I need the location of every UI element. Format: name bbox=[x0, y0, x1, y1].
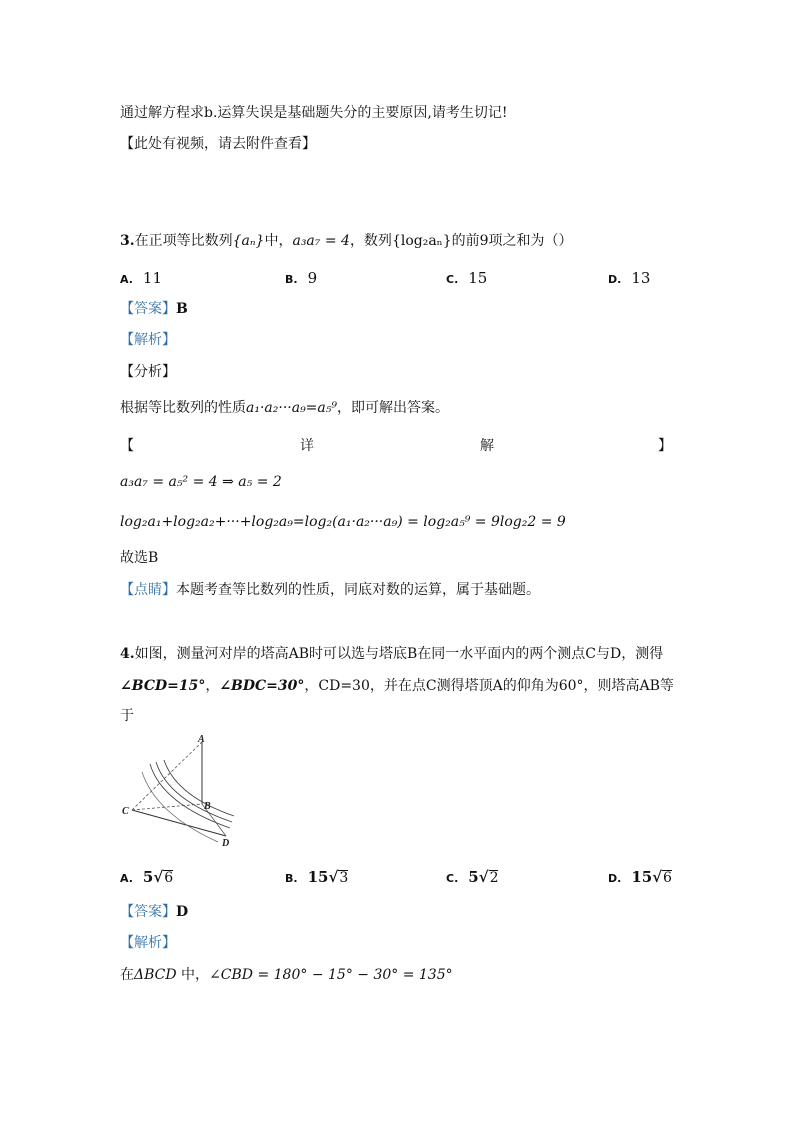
q3-fenxi-formula: a₁·a₂···a₉=a₅⁹ bbox=[246, 400, 337, 416]
q3-step1: a₃a₇ = a₅² = 4 ⇒ a₅ = 2 bbox=[120, 474, 282, 490]
label-b: B bbox=[204, 801, 211, 812]
q4-number: 4. bbox=[120, 646, 135, 662]
q3-stem-prefix: 在正项等比数列 bbox=[134, 233, 233, 249]
q4-option-a-coef: 5 bbox=[142, 868, 154, 886]
q3-option-d-value: 13 bbox=[631, 269, 651, 287]
q4-option-c-radicand: 2 bbox=[489, 870, 499, 886]
q4-option-a-radicand: 6 bbox=[164, 870, 174, 886]
q3-detail-close: 】 bbox=[658, 438, 672, 454]
q3-option-b bbox=[285, 268, 317, 290]
q3-analysis-tag: 【解析】 bbox=[120, 332, 176, 348]
q3-stem-mid2: ，数列 bbox=[349, 233, 392, 249]
q3-fenxi bbox=[120, 398, 449, 418]
q3-option-d-label: D. bbox=[608, 273, 622, 286]
q4-option-d-label: D. bbox=[608, 872, 622, 885]
q3-conclusion: 故选B bbox=[120, 550, 159, 566]
q4-option-b-label: B. bbox=[285, 872, 298, 885]
q3-option-a bbox=[120, 268, 162, 290]
q4-option-d: D. 15√6 bbox=[608, 868, 672, 886]
q4-option-c-label: C. bbox=[446, 872, 459, 885]
q3-fenxi-prefix: 根据等比数列的性质 bbox=[120, 400, 246, 416]
q4-answer-value: D bbox=[176, 904, 189, 920]
q3-answer-tag: 【答案】 bbox=[120, 301, 176, 317]
q3-detail-char2: 解 bbox=[480, 438, 494, 454]
q4-answer bbox=[120, 902, 188, 922]
q4-solution bbox=[120, 965, 453, 985]
q3-dianjing-tag: 【点睛】 bbox=[120, 582, 176, 598]
q3-answer-value: B bbox=[176, 301, 188, 317]
q3-fenxi-tag: 【分析】 bbox=[120, 364, 176, 380]
q3-seq: {aₙ} bbox=[232, 233, 265, 249]
label-a: A bbox=[198, 734, 205, 745]
q3-option-d bbox=[608, 268, 650, 290]
q4-option-d-coef: 15 bbox=[631, 868, 653, 886]
q3-option-b-label: B. bbox=[285, 273, 298, 286]
q3-dianjing-text: 本题考查等比数列的性质，同底对数的运算，属于基础题。 bbox=[176, 582, 540, 598]
q4-sol-mid: 中， bbox=[176, 967, 210, 983]
q3-log-seq: {log₂aₙ} bbox=[391, 233, 452, 249]
q3-answer bbox=[120, 299, 188, 319]
q3-stem-suffix: 的前9项之和为（） bbox=[451, 233, 573, 249]
q3-option-a-label: A. bbox=[120, 273, 133, 286]
q4-option-b-radicand: 3 bbox=[339, 870, 349, 886]
label-d: D bbox=[222, 838, 230, 849]
q4-stem-line2 bbox=[120, 676, 674, 696]
q3-stem-mid1: 中， bbox=[264, 233, 293, 249]
q3-step2: log₂a₁+log₂a₂+···+log₂a₉=log₂(a₁·a₂···a₉) = log₂a₅⁹ = 9log₂2 = 9 bbox=[120, 514, 566, 530]
q4-line1-text: 如图，测量河对岸的塔高AB时可以选与塔底B在同一水平面内的两个测点C与D，测得 bbox=[134, 646, 664, 662]
q3-option-c-value: 15 bbox=[468, 269, 488, 287]
q4-stem-line1 bbox=[120, 644, 663, 664]
q4-option-a-label: A. bbox=[120, 872, 133, 885]
q3-fenxi-suffix: ，即可解出答案。 bbox=[336, 400, 449, 416]
q4-option-d-radicand: 6 bbox=[663, 870, 672, 886]
q4-angle1: ∠BCD=15° bbox=[120, 678, 206, 694]
q3-stem bbox=[120, 231, 573, 251]
q4-sol-prefix: 在 bbox=[120, 967, 134, 983]
q4-angle2: ∠BDC=30° bbox=[219, 678, 305, 694]
q4-option-b: B. 15√3 bbox=[285, 868, 349, 886]
q4-sol-formula: ∠CBD = 180° − 15° − 30° = 135° bbox=[209, 967, 453, 983]
tower-figure bbox=[118, 734, 242, 850]
video-note: 【此处有视频，请去附件查看】 bbox=[120, 136, 316, 152]
q4-stem-line3: 于 bbox=[120, 708, 134, 724]
q3-option-b-value: 9 bbox=[307, 269, 318, 287]
q4-option-c-coef: 5 bbox=[468, 868, 479, 886]
q4-option-a: A. 5√6 bbox=[120, 868, 174, 886]
q3-option-c-label: C. bbox=[446, 273, 459, 286]
q3-cond: a₃a₇ = 4 bbox=[292, 233, 350, 249]
q4-sol-triangle: ΔBCD bbox=[134, 967, 177, 983]
q4-option-c: C. 5√2 bbox=[446, 868, 499, 886]
intro-text: 通过解方程求b.运算失误是基础题失分的主要原因,请考生切记! bbox=[120, 105, 508, 121]
q3-detail-open: 【 bbox=[120, 438, 134, 454]
q4-answer-tag: 【答案】 bbox=[120, 904, 176, 920]
q3-detail-char1: 详 bbox=[300, 438, 314, 454]
q4-analysis-tag: 【解析】 bbox=[120, 935, 176, 951]
q3-dianjing bbox=[120, 580, 540, 600]
q4-option-b-coef: 15 bbox=[307, 868, 329, 886]
q4-sep: ， bbox=[205, 678, 220, 694]
q3-option-a-value: 11 bbox=[142, 269, 162, 287]
q4-line2-rest: ，CD=30，并在点C测得塔顶A的仰角为60°，则塔高AB等 bbox=[304, 678, 674, 694]
q3-number: 3. bbox=[120, 233, 135, 249]
label-c: C bbox=[122, 806, 129, 817]
line-ca bbox=[132, 742, 202, 810]
q3-option-c bbox=[446, 268, 487, 290]
